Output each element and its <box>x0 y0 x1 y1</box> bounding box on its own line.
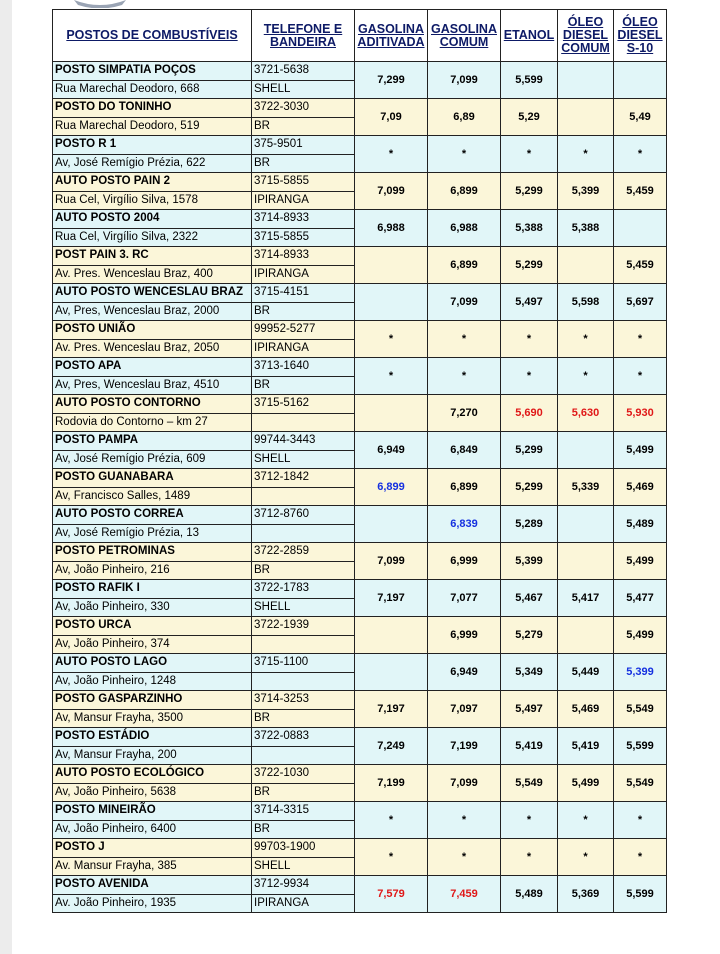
price-gasoline-common: 6,999 <box>428 617 501 654</box>
station-row <box>53 395 667 414</box>
price-diesel-common: 5,339 <box>558 469 614 506</box>
station-name: POSTO MINEIRÃO <box>53 802 252 821</box>
price-diesel-common: 5,499 <box>558 765 614 802</box>
logo-fragment <box>70 0 130 8</box>
station-row <box>53 62 667 81</box>
header-ethanol: ETANOL <box>501 10 558 62</box>
station-phone: 3715-1100 <box>252 654 355 673</box>
price-diesel-common: 5,388 <box>558 210 614 247</box>
price-diesel-s10: 5,489 <box>614 506 667 543</box>
station-row <box>53 580 667 599</box>
price-diesel-common: * <box>558 802 614 839</box>
station-address: Av, Francisco Salles, 1489 <box>53 487 252 506</box>
station-address: Av, Pres, Wenceslau Braz, 4510 <box>53 376 252 395</box>
price-ethanol: * <box>501 136 558 173</box>
price-diesel-s10: 5,469 <box>614 469 667 506</box>
station-brand: SHELL <box>252 857 355 876</box>
price-ethanol: 5,289 <box>501 506 558 543</box>
price-diesel-common: * <box>558 321 614 358</box>
station-row <box>53 469 667 488</box>
header-gasoline-additive: GASOLINA ADITIVADA <box>355 10 428 62</box>
station-name: POSTO UNIÃO <box>53 321 252 340</box>
station-phone: 375-9501 <box>252 136 355 155</box>
price-gasoline-additive: * <box>355 358 428 395</box>
station-row <box>53 321 667 340</box>
price-diesel-s10: 5,399 <box>614 654 667 691</box>
station-brand: SHELL <box>252 80 355 99</box>
price-gasoline-common: 6,988 <box>428 210 501 247</box>
station-row <box>53 691 667 710</box>
station-row <box>53 247 667 266</box>
station-name: POSTO GASPARZINHO <box>53 691 252 710</box>
price-diesel-common <box>558 247 614 284</box>
station-address: Av, Pres, Wenceslau Braz, 2000 <box>53 302 252 321</box>
price-gasoline-additive: * <box>355 802 428 839</box>
station-phone: 3714-3315 <box>252 802 355 821</box>
price-gasoline-additive: 7,249 <box>355 728 428 765</box>
station-address: Rua Marechal Deodoro, 519 <box>53 117 252 136</box>
table-header-row <box>53 10 667 62</box>
station-brand: BR <box>252 709 355 728</box>
price-gasoline-common: 6,849 <box>428 432 501 469</box>
station-brand <box>252 746 355 765</box>
price-gasoline-common: 6,899 <box>428 173 501 210</box>
price-diesel-s10 <box>614 210 667 247</box>
price-ethanol: 5,419 <box>501 728 558 765</box>
price-gasoline-common: 6,999 <box>428 543 501 580</box>
price-diesel-s10: 5,599 <box>614 876 667 913</box>
price-gasoline-common: 7,097 <box>428 691 501 728</box>
price-diesel-common: 5,598 <box>558 284 614 321</box>
station-row <box>53 765 667 784</box>
station-brand: IPIRANGA <box>252 191 355 210</box>
station-name: POSTO J <box>53 839 252 858</box>
price-diesel-s10: * <box>614 358 667 395</box>
header-phone: TELEFONE E BANDEIRA <box>252 10 355 62</box>
price-gasoline-common: 7,099 <box>428 765 501 802</box>
price-gasoline-common: 7,099 <box>428 284 501 321</box>
station-name: AUTO POSTO WENCESLAU BRAZ <box>53 284 252 303</box>
header-gasoline-common: GASOLINA COMUM <box>428 10 501 62</box>
price-diesel-common: 5,369 <box>558 876 614 913</box>
price-gasoline-common: * <box>428 358 501 395</box>
station-address: Av. Pres. Wenceslau Braz, 400 <box>53 265 252 284</box>
price-gasoline-common: * <box>428 136 501 173</box>
header-station: POSTOS DE COMBUSTÍVEIS <box>53 10 252 62</box>
price-gasoline-additive: 7,09 <box>355 99 428 136</box>
station-name: POSTO DO TONINHO <box>53 99 252 118</box>
price-gasoline-additive: * <box>355 839 428 876</box>
price-gasoline-additive <box>355 506 428 543</box>
price-gasoline-common: 6,949 <box>428 654 501 691</box>
price-diesel-common <box>558 62 614 99</box>
price-gasoline-common: * <box>428 839 501 876</box>
station-address: Av, João Pinheiro, 6400 <box>53 820 252 839</box>
price-diesel-common: 5,399 <box>558 173 614 210</box>
price-diesel-s10: * <box>614 802 667 839</box>
price-ethanol: 5,467 <box>501 580 558 617</box>
price-gasoline-additive <box>355 247 428 284</box>
price-gasoline-additive <box>355 284 428 321</box>
price-diesel-common <box>558 432 614 469</box>
station-brand: BR <box>252 302 355 321</box>
station-brand <box>252 487 355 506</box>
station-row <box>53 210 667 229</box>
station-phone: 3722-1783 <box>252 580 355 599</box>
price-diesel-s10: 5,697 <box>614 284 667 321</box>
station-row <box>53 99 667 118</box>
price-gasoline-common: 6,899 <box>428 247 501 284</box>
station-phone: 3722-0883 <box>252 728 355 747</box>
station-brand: BR <box>252 376 355 395</box>
station-brand: IPIRANGA <box>252 339 355 358</box>
price-gasoline-common: 6,899 <box>428 469 501 506</box>
station-address: Av, José Remígio Prézia, 13 <box>53 524 252 543</box>
price-ethanol: 5,497 <box>501 691 558 728</box>
price-gasoline-additive: 7,197 <box>355 580 428 617</box>
station-address: Rua Marechal Deodoro, 668 <box>53 80 252 99</box>
price-ethanol: 5,497 <box>501 284 558 321</box>
station-brand: BR <box>252 820 355 839</box>
station-address: Av, José Remígio Prézia, 609 <box>53 450 252 469</box>
station-name: POST PAIN 3. RC <box>53 247 252 266</box>
station-address: Av. Mansur Frayha, 385 <box>53 857 252 876</box>
station-name: POSTO R 1 <box>53 136 252 155</box>
station-row <box>53 543 667 562</box>
price-ethanol: 5,299 <box>501 247 558 284</box>
price-diesel-common <box>558 99 614 136</box>
price-diesel-s10 <box>614 62 667 99</box>
station-address: Av, João Pinheiro, 374 <box>53 635 252 654</box>
station-brand: BR <box>252 783 355 802</box>
station-phone: 99744-3443 <box>252 432 355 451</box>
price-diesel-s10: 5,477 <box>614 580 667 617</box>
price-diesel-common: * <box>558 839 614 876</box>
price-diesel-s10: 5,49 <box>614 99 667 136</box>
station-row <box>53 839 667 858</box>
price-diesel-s10: * <box>614 136 667 173</box>
price-diesel-common: 5,449 <box>558 654 614 691</box>
price-ethanol: 5,690 <box>501 395 558 432</box>
station-name: AUTO POSTO PAIN 2 <box>53 173 252 192</box>
station-phone: 3714-3253 <box>252 691 355 710</box>
station-name: POSTO SIMPATIA POÇOS <box>53 62 252 81</box>
price-ethanol: 5,299 <box>501 173 558 210</box>
price-ethanol: 5,399 <box>501 543 558 580</box>
price-diesel-common <box>558 506 614 543</box>
price-diesel-common <box>558 543 614 580</box>
station-phone: 3722-3030 <box>252 99 355 118</box>
station-row <box>53 654 667 673</box>
station-name: POSTO URCA <box>53 617 252 636</box>
station-brand: BR <box>252 154 355 173</box>
station-phone: 3715-4151 <box>252 284 355 303</box>
price-diesel-common: 5,417 <box>558 580 614 617</box>
price-gasoline-additive <box>355 617 428 654</box>
station-phone: 3713-1640 <box>252 358 355 377</box>
price-ethanol: 5,299 <box>501 469 558 506</box>
price-gasoline-common: 6,89 <box>428 99 501 136</box>
price-diesel-s10: 5,930 <box>614 395 667 432</box>
price-gasoline-additive: 6,899 <box>355 469 428 506</box>
station-address: Rua Cel, Virgílio Silva, 2322 <box>53 228 252 247</box>
price-diesel-common: 5,419 <box>558 728 614 765</box>
price-gasoline-common: 7,199 <box>428 728 501 765</box>
station-address: Av, José Remígio Prézia, 622 <box>53 154 252 173</box>
station-phone: 3712-1842 <box>252 469 355 488</box>
station-brand: BR <box>252 117 355 136</box>
price-diesel-common <box>558 617 614 654</box>
station-name: AUTO POSTO CORREA <box>53 506 252 525</box>
price-ethanol: * <box>501 321 558 358</box>
price-gasoline-additive: 7,099 <box>355 543 428 580</box>
price-ethanol: 5,599 <box>501 62 558 99</box>
station-brand: SHELL <box>252 598 355 617</box>
price-ethanol: * <box>501 802 558 839</box>
price-gasoline-common: 7,099 <box>428 62 501 99</box>
station-name: POSTO RAFIK I <box>53 580 252 599</box>
station-phone: 3722-1030 <box>252 765 355 784</box>
price-gasoline-common: 7,077 <box>428 580 501 617</box>
price-ethanol: * <box>501 358 558 395</box>
price-diesel-s10: 5,599 <box>614 728 667 765</box>
price-diesel-s10: * <box>614 321 667 358</box>
station-row <box>53 876 667 895</box>
price-ethanol: 5,29 <box>501 99 558 136</box>
station-phone: 3721-5638 <box>252 62 355 81</box>
price-diesel-s10: 5,499 <box>614 617 667 654</box>
station-phone: 99952-5277 <box>252 321 355 340</box>
price-ethanol: 5,299 <box>501 432 558 469</box>
price-diesel-common: * <box>558 136 614 173</box>
price-gasoline-additive: 7,579 <box>355 876 428 913</box>
station-address: Av, João Pinheiro, 5638 <box>53 783 252 802</box>
station-name: POSTO ESTÁDIO <box>53 728 252 747</box>
station-row <box>53 802 667 821</box>
station-brand <box>252 672 355 691</box>
price-diesel-s10: 5,459 <box>614 247 667 284</box>
station-address: Av, Mansur Frayha, 3500 <box>53 709 252 728</box>
price-diesel-s10: 5,499 <box>614 543 667 580</box>
station-row <box>53 173 667 192</box>
price-diesel-s10: 5,499 <box>614 432 667 469</box>
station-name: POSTO APA <box>53 358 252 377</box>
station-brand: BR <box>252 561 355 580</box>
station-phone: 3712-9934 <box>252 876 355 895</box>
station-brand <box>252 413 355 432</box>
station-address: Rua Cel, Virgílio Silva, 1578 <box>53 191 252 210</box>
price-gasoline-common: 7,459 <box>428 876 501 913</box>
station-phone: 3714-8933 <box>252 210 355 229</box>
station-row <box>53 284 667 303</box>
price-diesel-s10: * <box>614 839 667 876</box>
station-address: Av. João Pinheiro, 1935 <box>53 894 252 913</box>
station-row <box>53 432 667 451</box>
price-diesel-common: 5,469 <box>558 691 614 728</box>
station-address: Av, João Pinheiro, 330 <box>53 598 252 617</box>
price-diesel-s10: 5,549 <box>614 691 667 728</box>
price-ethanol: 5,489 <box>501 876 558 913</box>
price-ethanol: 5,279 <box>501 617 558 654</box>
station-phone: 3714-8933 <box>252 247 355 266</box>
price-gasoline-additive: 7,099 <box>355 173 428 210</box>
price-diesel-common: 5,630 <box>558 395 614 432</box>
price-ethanol: 5,388 <box>501 210 558 247</box>
station-brand <box>252 635 355 654</box>
station-row <box>53 136 667 155</box>
price-diesel-s10: 5,459 <box>614 173 667 210</box>
price-gasoline-additive: 7,199 <box>355 765 428 802</box>
station-row <box>53 506 667 525</box>
station-row <box>53 728 667 747</box>
price-gasoline-common: * <box>428 321 501 358</box>
header-diesel-common: ÓLEO DIESEL COMUM <box>558 10 614 62</box>
station-address: Av, Mansur Frayha, 200 <box>53 746 252 765</box>
price-ethanol: * <box>501 839 558 876</box>
station-address: Av, João Pinheiro, 1248 <box>53 672 252 691</box>
station-phone: 99703-1900 <box>252 839 355 858</box>
station-name: POSTO PETROMINAS <box>53 543 252 562</box>
document-page <box>12 0 720 954</box>
station-name: AUTO POSTO LAGO <box>53 654 252 673</box>
station-name: AUTO POSTO ECOLÓGICO <box>53 765 252 784</box>
station-name: POSTO AVENIDA <box>53 876 252 895</box>
station-brand: SHELL <box>252 450 355 469</box>
station-phone: 3722-1939 <box>252 617 355 636</box>
price-ethanol: 5,349 <box>501 654 558 691</box>
price-gasoline-additive <box>355 654 428 691</box>
station-brand: 3715-5855 <box>252 228 355 247</box>
price-ethanol: 5,549 <box>501 765 558 802</box>
station-row <box>53 358 667 377</box>
station-name: POSTO GUANABARA <box>53 469 252 488</box>
station-name: POSTO PAMPA <box>53 432 252 451</box>
price-gasoline-additive <box>355 395 428 432</box>
price-gasoline-additive: 6,988 <box>355 210 428 247</box>
station-phone: 3712-8760 <box>252 506 355 525</box>
station-name: AUTO POSTO CONTORNO <box>53 395 252 414</box>
price-gasoline-additive: * <box>355 136 428 173</box>
station-address: Av. Pres. Wenceslau Braz, 2050 <box>53 339 252 358</box>
header-diesel-s10: ÓLEO DIESEL S-10 <box>614 10 667 62</box>
station-brand <box>252 524 355 543</box>
station-brand: IPIRANGA <box>252 265 355 284</box>
price-gasoline-additive: 7,197 <box>355 691 428 728</box>
price-gasoline-common: * <box>428 802 501 839</box>
station-phone: 3715-5162 <box>252 395 355 414</box>
price-gasoline-additive: 6,949 <box>355 432 428 469</box>
fuel-price-table <box>52 9 667 913</box>
station-phone: 3722-2859 <box>252 543 355 562</box>
station-address: Av, João Pinheiro, 216 <box>53 561 252 580</box>
price-gasoline-additive: * <box>355 321 428 358</box>
station-address: Rodovia do Contorno – km 27 <box>53 413 252 432</box>
price-gasoline-additive: 7,299 <box>355 62 428 99</box>
price-gasoline-common: 7,270 <box>428 395 501 432</box>
price-diesel-common: * <box>558 358 614 395</box>
station-phone: 3715-5855 <box>252 173 355 192</box>
station-row <box>53 617 667 636</box>
station-brand: IPIRANGA <box>252 894 355 913</box>
station-name: AUTO POSTO 2004 <box>53 210 252 229</box>
price-gasoline-common: 6,839 <box>428 506 501 543</box>
price-diesel-s10: 5,549 <box>614 765 667 802</box>
